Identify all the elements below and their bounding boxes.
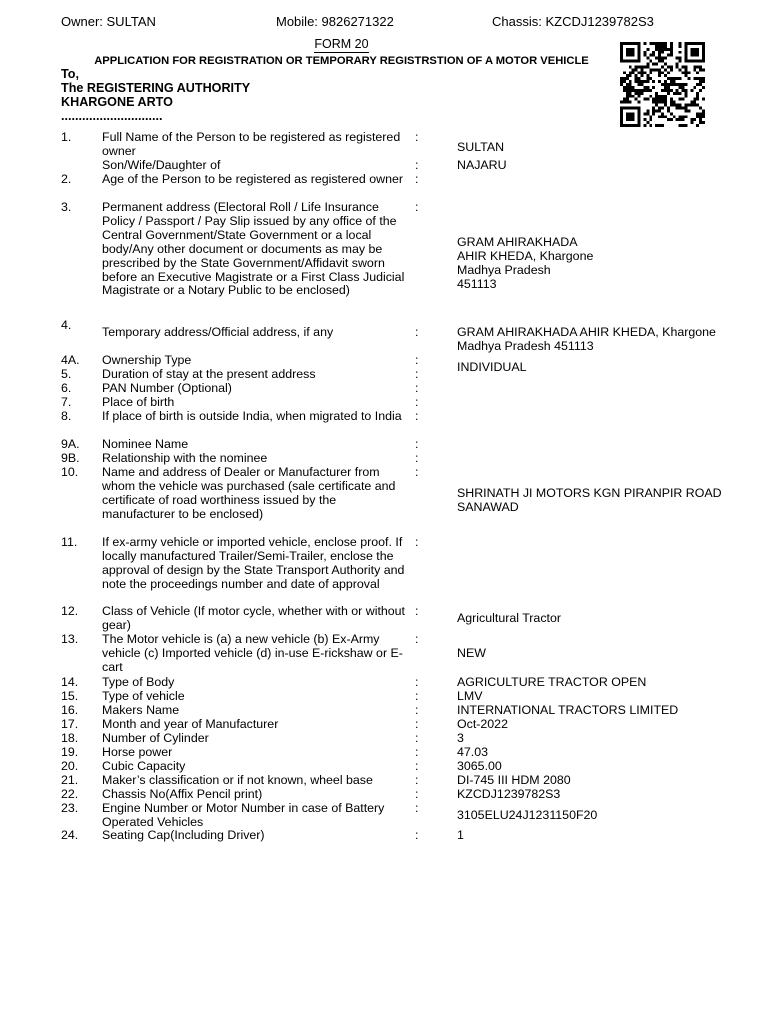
field-colon: :: [415, 325, 419, 339]
field-label: Temporary address/Official address, if any: [102, 325, 334, 339]
field-number: 16.: [61, 703, 79, 717]
field-label: Permanent address (Electoral Roll / Life Insurance Policy / Passport / Pay Slip issued by any office of the Central Government/State Government or a local body/Any other document or documents as may be prescribed by the State Government/Affidavit sworn before an Executive Magistrate or a First Class Judicial Magistrate or a Notary Public to be enclosed): [102, 200, 405, 298]
field-value: SULTAN: [457, 140, 505, 154]
field-colon: :: [415, 745, 419, 759]
field-colon: :: [415, 172, 419, 186]
field-colon: :: [415, 409, 419, 423]
field-colon: :: [415, 381, 419, 395]
field-colon: :: [415, 731, 419, 745]
field-number: 22.: [61, 787, 79, 801]
field-colon: :: [415, 828, 419, 842]
field-number: 21.: [61, 773, 79, 787]
field-value: Agricultural Tractor: [457, 611, 561, 625]
field-colon: :: [415, 367, 419, 381]
address-office: KHARGONE ARTO: [61, 95, 173, 109]
field-colon: :: [415, 130, 419, 144]
field-value: GRAM AHIRAKHADA AHIR KHEDA, Khargone Madhya Pradesh 451113: [457, 235, 594, 291]
address-authority: The REGISTERING AUTHORITY: [61, 81, 251, 95]
field-colon: :: [415, 353, 419, 367]
field-label: Engine Number or Motor Number in case of Battery Operated Vehicles: [102, 801, 385, 829]
field-number: 9A.: [61, 437, 80, 451]
field-label: Nominee Name: [102, 437, 189, 451]
field-number: 4A.: [61, 353, 80, 367]
field-colon: :: [415, 717, 419, 731]
field-number: 1.: [61, 130, 72, 144]
address-dots: .............................: [61, 109, 163, 123]
field-label: Relationship with the nominee: [102, 451, 268, 465]
field-label: If ex-army vehicle or imported vehicle, enclose proof. If locally manufactured Trailer/Semi-Trailer, enclose the approval of design by the State Transport Authority and note the proceedings number and date of approval: [102, 535, 405, 591]
field-number: 5.: [61, 367, 72, 381]
field-colon: :: [415, 604, 419, 618]
field-value: AGRICULTURE TRACTOR OPEN: [457, 675, 647, 689]
field-value: INTERNATIONAL TRACTORS LIMITED: [457, 703, 679, 717]
field-colon: :: [415, 395, 419, 409]
field-number: 23.: [61, 801, 79, 815]
field-number: 7.: [61, 395, 72, 409]
field-colon: :: [415, 759, 419, 773]
field-number: 24.: [61, 828, 79, 842]
header-chassis: Chassis: KZCDJ1239782S3: [492, 14, 654, 29]
field-number: 10.: [61, 465, 79, 479]
field-label: Full Name of the Person to be registered as registered owner: [102, 130, 401, 158]
field-colon: :: [415, 689, 419, 703]
application-title: APPLICATION FOR REGISTRATION OR TEMPORARY REGISTRSTION OF A MOTOR VEHICLE: [94, 55, 589, 67]
field-colon: :: [415, 801, 419, 815]
field-label: Maker’s classification or if not known, wheel base: [102, 773, 373, 787]
field-value: SHRINATH JI MOTORS KGN PIRANPIR ROAD SANAWAD: [457, 486, 722, 514]
field-value: 3105ELU24J1231150F20: [457, 808, 598, 822]
field-colon: :: [415, 703, 419, 717]
form-title-text: FORM 20: [314, 37, 369, 51]
field-label: Ownership Type: [102, 353, 192, 367]
field-number: 3.: [61, 200, 72, 214]
field-number: 13.: [61, 632, 79, 646]
field-number: 11.: [61, 535, 78, 549]
field-label: If place of birth is outside India, when migrated to India: [102, 409, 402, 423]
field-value: LMV: [457, 689, 483, 703]
header-mobile: Mobile: 9826271322: [276, 14, 394, 29]
field-colon: :: [415, 451, 419, 465]
field-value: 3065.00: [457, 759, 502, 773]
field-value: DI-745 III HDM 2080: [457, 773, 571, 787]
field-colon: :: [415, 158, 419, 172]
field-colon: :: [415, 675, 419, 689]
field-value: Oct-2022: [457, 717, 508, 731]
field-number: 14.: [61, 675, 79, 689]
field-label: Number of Cylinder: [102, 731, 209, 745]
field-number: 6.: [61, 381, 72, 395]
field-colon: :: [415, 437, 419, 451]
field-colon: :: [415, 535, 419, 549]
field-label: Month and year of Manufacturer: [102, 717, 279, 731]
field-label: Horse power: [102, 745, 173, 759]
qr-code-icon: [617, 42, 708, 127]
field-value: NAJARU: [457, 158, 507, 172]
field-colon: :: [415, 787, 419, 801]
field-label: Name and address of Dealer or Manufacturer from whom the vehicle was purchased (sale certificate and certificate of road worthiness issued by the manufacturer to be enclosed): [102, 465, 396, 521]
field-number: 19.: [61, 745, 79, 759]
field-number: 18.: [61, 731, 79, 745]
form-title: [0, 38, 683, 52]
field-number: 17.: [61, 717, 79, 731]
field-label: Seating Cap(Including Driver): [102, 828, 265, 842]
field-label: Place of birth: [102, 395, 175, 409]
field-label: Makers Name: [102, 703, 180, 717]
field-label: Class of Vehicle (If motor cycle, whether with or without gear): [102, 604, 406, 632]
field-number: 20.: [61, 759, 79, 773]
field-number: 12.: [61, 604, 79, 618]
field-value: 1: [457, 828, 464, 842]
field-number: 2.: [61, 172, 72, 186]
field-number: 9B.: [61, 451, 80, 465]
field-value: 47.03: [457, 745, 489, 759]
field-number: 8.: [61, 409, 72, 423]
field-colon: :: [415, 465, 419, 479]
field-label: Type of vehicle: [102, 689, 185, 703]
field-label: Cubic Capacity: [102, 759, 186, 773]
field-label: Son/Wife/Daughter of: [102, 158, 221, 172]
field-label: Chassis No(Affix Pencil print): [102, 787, 263, 801]
address-to: To,: [61, 67, 79, 81]
field-label: Duration of stay at the present address: [102, 367, 316, 381]
header-owner: Owner: SULTAN: [61, 14, 156, 29]
field-value: KZCDJ1239782S3: [457, 787, 561, 801]
field-label: Age of the Person to be registered as registered owner: [102, 172, 403, 186]
field-colon: :: [415, 632, 419, 646]
field-number: 4.: [61, 318, 72, 332]
field-value: NEW: [457, 646, 486, 660]
field-label: PAN Number (Optional): [102, 381, 232, 395]
field-label: The Motor vehicle is (a) a new vehicle (b) Ex-Army vehicle (c) Imported vehicle (d) in-use E-rickshaw or E-cart: [102, 632, 403, 674]
field-label: Type of Body: [102, 675, 175, 689]
field-value: INDIVIDUAL: [457, 360, 527, 374]
field-value: GRAM AHIRAKHADA AHIR KHEDA, Khargone Madhya Pradesh 451113: [457, 325, 716, 353]
field-value: 3: [457, 731, 464, 745]
field-number: 15.: [61, 689, 79, 703]
field-colon: :: [415, 773, 419, 787]
field-colon: :: [415, 200, 419, 214]
